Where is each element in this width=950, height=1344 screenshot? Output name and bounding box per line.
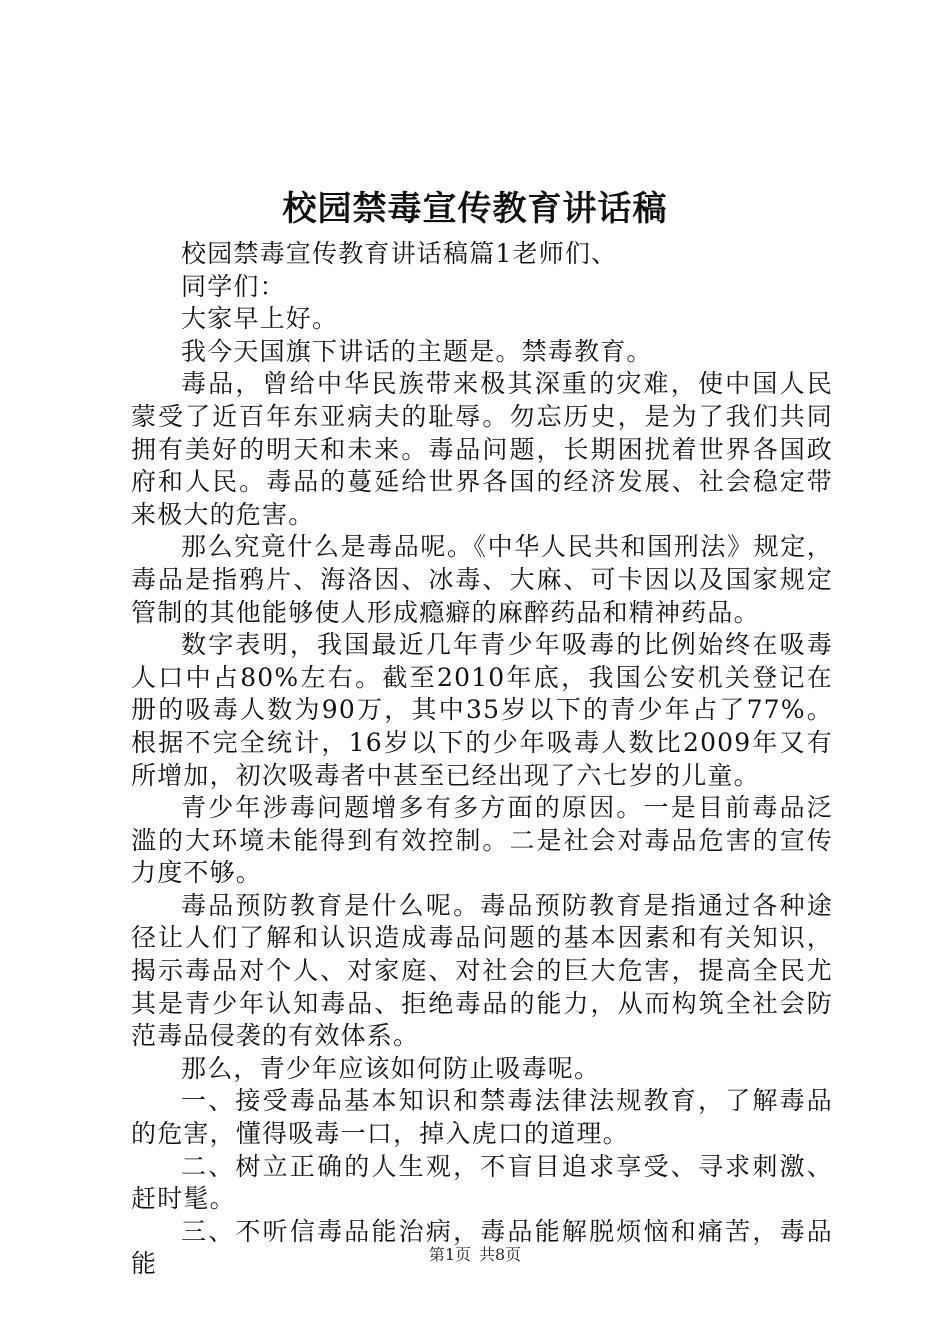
page-total: 共8页 (479, 1245, 522, 1264)
paragraph: 同学们： (181, 271, 286, 301)
paragraph: 我今天国旗下讲话的主题是。禁毒教育。 (181, 336, 653, 366)
page-footer (0, 1244, 950, 1266)
paragraph: 一、接受毒品基本知识和禁毒法律法规教育，了解毒品的危害，懂得吸毒一口，掉入虎口的道理。 (131, 1086, 833, 1149)
paragraph: 校园禁毒宣传教育讲话稿篇1老师们、 (181, 239, 618, 268)
paragraph: 数字表明，我国最近几年青少年吸毒的比例始终在吸毒人口中占80%左右。截至2010年底，我国公安机关登记在册的吸毒人数为90万，其中35岁以下的青少年占了77%。根据不完全统计，16岁以下的少年吸毒人数比2009年又有所增加，初次吸毒者中甚至已经出现了六七岁的儿童。 (131, 630, 833, 790)
document-body (131, 238, 833, 1281)
paragraph: 毒品，曾给中华民族带来极其深重的灾难，使中国人民蒙受了近百年东亚病夫的耻辱。勿忘历史，是为了我们共同拥有美好的明天和未来。毒品问题，长期困扰着世界各国政府和人民。毒品的蔓延给世界各国的经济发展、社会稳定带来极大的危害。 (131, 369, 833, 529)
paragraph: 二、树立正确的人生观，不盲目追求享受、寻求刺激、赶时髦。 (131, 1151, 833, 1214)
document-title: 校园禁毒宣传教育讲话稿 (282, 189, 668, 229)
paragraph: 三、不听信毒品能治病，毒品能解脱烦恼和痛苦，毒品能 (131, 1216, 833, 1279)
paragraph: 毒品预防教育是什么呢。毒品预防教育是指通过各种途径让人们了解和认识造成毒品问题的基本因素和有关知识，揭示毒品对个人、对家庭、对社会的巨大危害，提高全民尤其是青少年认知毒品、拒绝毒品的能力，从而构筑全社会防范毒品侵袭的有效体系。 (131, 890, 833, 1051)
paragraph: 青少年涉毒问题增多有多方面的原因。一是目前毒品泛滥的大环境未能得到有效控制。二是社会对毒品危害的宣传力度不够。 (131, 793, 833, 888)
paragraph: 那么究竟什么是毒品呢。《中华人民共和国刑法》规定，毒品是指鸦片、海洛因、冰毒、大麻、可卡因以及国家规定管制的其他能够使人形成瘾癖的麻醉药品和精神药品。 (131, 532, 833, 627)
paragraph: 那么，青少年应该如何防止吸毒呢。 (181, 1053, 601, 1083)
page-number: 第1页 (428, 1245, 471, 1264)
paragraph: 大家早上好。 (181, 304, 339, 334)
